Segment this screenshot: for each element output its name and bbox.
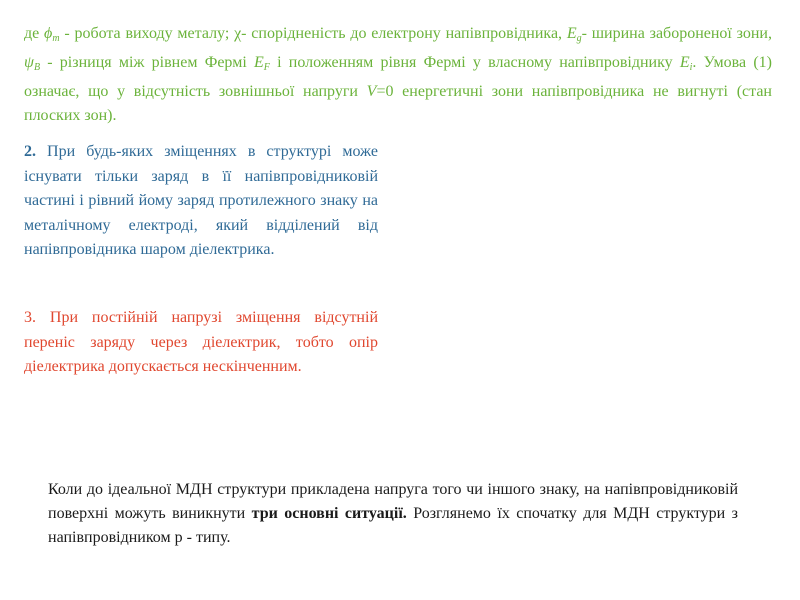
paragraph-condition-3 bbox=[24, 306, 378, 380]
text-segment: Коли до ідеальної МДН структури прикладена напруга того чи іншого знаку, на напівпровідниковій поверхні можуть виникнути bbox=[48, 481, 738, 522]
text-segment: =0 енергетичні зони напівпровідника не вигнуті (стан плоских зон). bbox=[24, 83, 772, 124]
text-segment: . Умова (1) означає, що у відсутність зовнішньої напруги bbox=[24, 54, 773, 100]
text-segment: - ширина забороненої зони, bbox=[581, 25, 772, 42]
eg-subscript: g bbox=[576, 33, 582, 44]
eg-symbol: E bbox=[566, 25, 577, 42]
v-symbol: V bbox=[366, 83, 377, 100]
emphasis-text: три основні ситуації. bbox=[251, 505, 407, 522]
text-segment: - робота виходу металу; χ- спорідненість до електрону напівпровідника, bbox=[59, 25, 567, 42]
phi-symbol: ϕ bbox=[44, 25, 53, 42]
psi-subscript: B bbox=[33, 62, 41, 73]
condition-text: При будь-яких зміщеннях в структурі може існувати тільки заряд в її напівпровідниковій частині і рівний йому заряд протилежного знаку на металічному електроді, який відділений від напівпровідника шаром діелектрика. bbox=[24, 143, 378, 259]
psi-symbol: ψ bbox=[24, 54, 34, 71]
paragraph-condition-2 bbox=[24, 140, 378, 263]
text-segment: де bbox=[24, 25, 45, 42]
condition-text: 3. При постійній напрузі зміщення відсутній перенiс заряду через діелектрик, тобто опір діелектрика допускається нескінченним. bbox=[24, 309, 378, 376]
text-segment: і положенням рівня Фермі у власному напівпровіднику bbox=[269, 54, 680, 71]
ef-subscript: F bbox=[263, 62, 270, 73]
text-segment: - різниця між рівнем Фермі bbox=[40, 54, 254, 71]
condition-number: 2. bbox=[24, 143, 36, 160]
ei-subscript: i bbox=[689, 62, 693, 73]
text-segment: Розглянемо їх спочатку для МДН структури з напівпровідником р - типу. bbox=[48, 505, 739, 546]
paragraph-summary bbox=[48, 478, 738, 550]
phi-subscript: m bbox=[52, 33, 60, 44]
ef-symbol: E bbox=[253, 54, 264, 71]
ei-symbol: E bbox=[679, 54, 690, 71]
paragraph-definitions bbox=[24, 22, 772, 128]
